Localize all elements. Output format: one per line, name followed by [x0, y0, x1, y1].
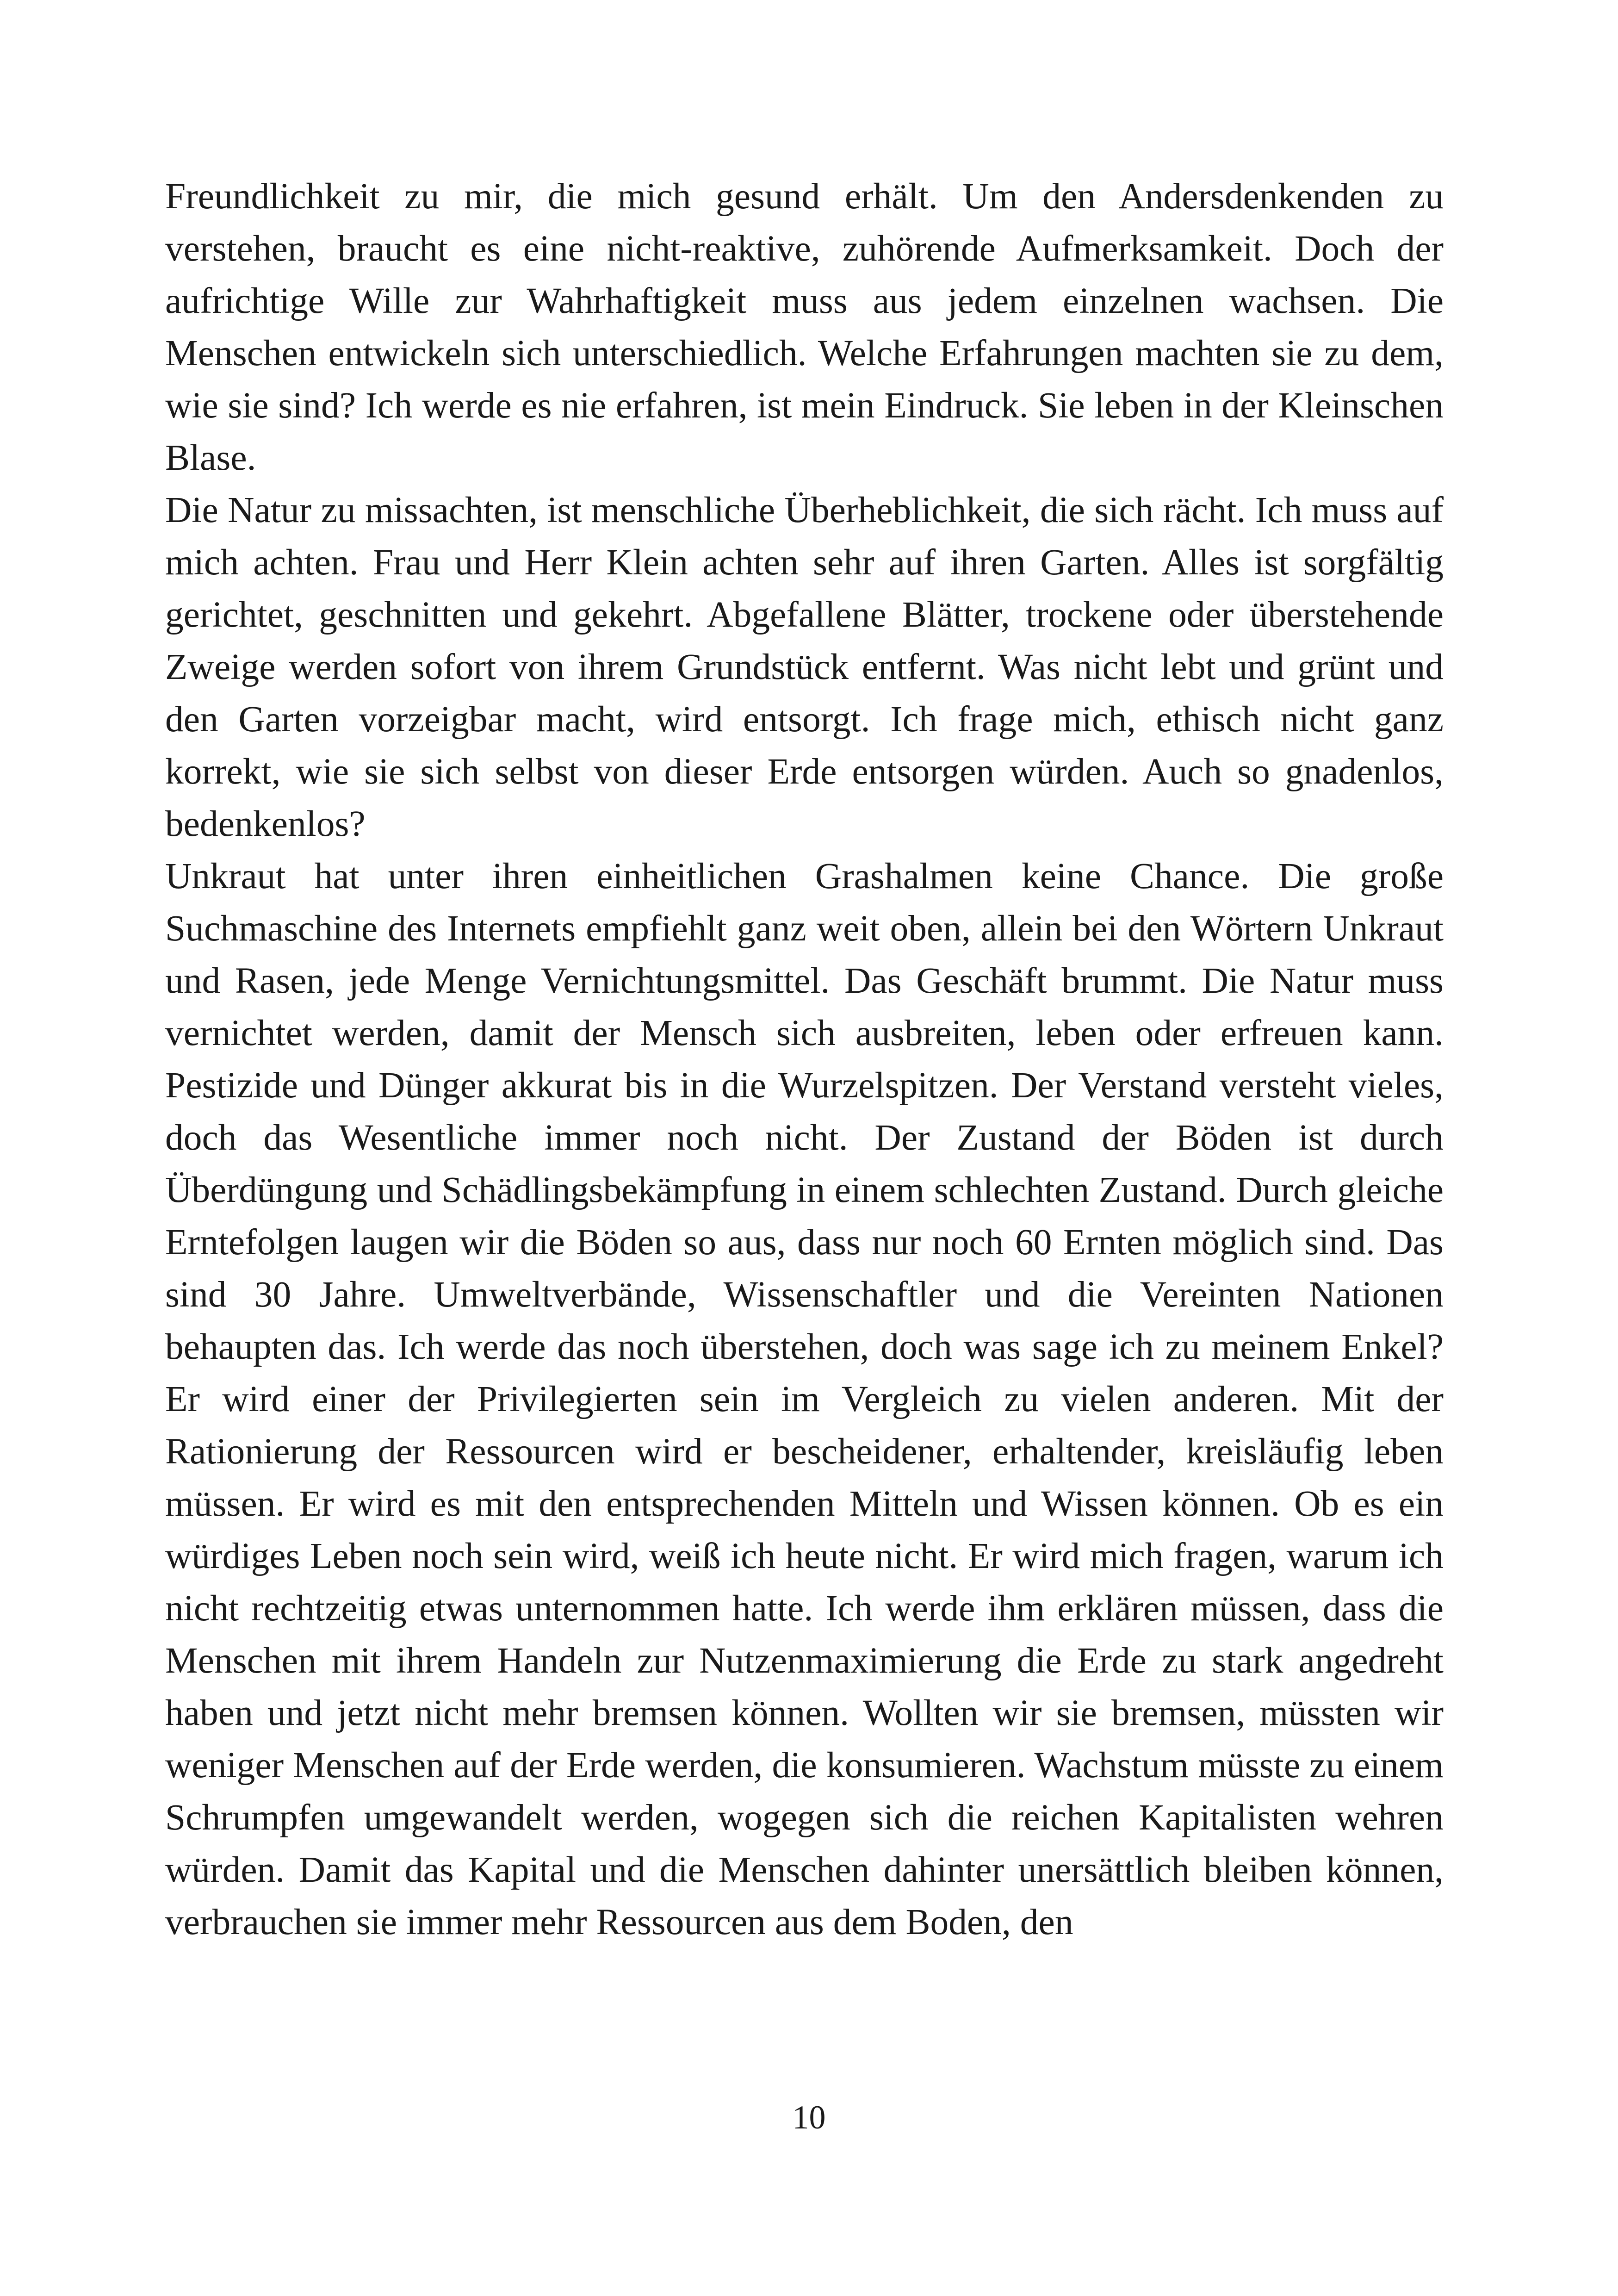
paragraph-1: Freundlichkeit zu mir, die mich gesund erhält. Um den Andersdenkenden zu verstehen, braucht es eine nicht-reaktive, zuhörende Aufmerksamkeit. Doch der aufrichtige Wille zur Wahrhaftigkeit muss aus jedem einzelnen wachsen. Die Menschen entwickeln sich unterschiedlich. Welche Erfahrungen machten sie zu dem, wie sie sind? Ich werde es nie erfahren, ist mein Eindruck. Sie leben in der Kleinschen Blase. [165, 176, 1444, 478]
paragraph-2: Die Natur zu missachten, ist menschliche Überheblichkeit, die sich rächt. Ich muss auf mich achten. Frau und Herr Klein achten sehr auf ihren Garten. Alles ist sorgfältig gerichtet, geschnitten und gekehrt. Abgefallene Blätter, trockene oder überstehende Zweige werden sofort von ihrem Grundstück entfernt. Was nicht lebt und grünt und den Garten vorzeigbar macht, wird entsorgt. Ich frage mich, ethisch nicht ganz korrekt, wie sie sich selbst von dieser Erde entsorgen würden. Auch so gnadenlos, bedenkenlos? [165, 490, 1444, 844]
body-text [165, 170, 1444, 1948]
paragraph-3: Unkraut hat unter ihren einheitlichen Grashalmen keine Chance. Die große Suchmaschine des Internets empfiehlt ganz weit oben, allein bei den Wörtern Unkraut und Rasen, jede Menge Vernichtungsmittel. Das Geschäft brummt. Die Natur muss vernichtet werden, damit der Mensch sich ausbreiten, leben oder erfreuen kann. Pestizide und Dünger akkurat bis in die Wurzelspitzen. Der Verstand versteht vieles, doch das Wesentliche immer noch nicht. Der Zustand der Böden ist durch Überdüngung und Schädlingsbekämpfung in einem schlechten Zustand. Durch gleiche Erntefolgen laugen wir die Böden so aus, dass nur noch 60 Ernten möglich sind. Das sind 30 Jahre. Umweltverbände, Wissenschaftler und die Vereinten Nationen behaupten das. Ich werde das noch überstehen, doch was sage ich zu meinem Enkel? Er wird einer der Privilegierten sein im Vergleich zu vielen anderen. Mit der Rationierung der Ressourcen wird er bescheidener, erhaltender, kreisläufig leben müssen. Er wird es mit den entsprechenden Mitteln und Wissen können. Ob es ein würdiges Leben noch sein wird, weiß ich heute nicht. Er wird mich fragen, warum ich nicht rechtzeitig etwas unternommen hatte. Ich werde ihm erklären müssen, dass die Menschen mit ihrem Handeln zur Nutzenmaximierung die Erde zu stark angedreht haben und jetzt nicht mehr bremsen können. Wollten wir sie bremsen, müssten wir weniger Menschen auf der Erde werden, die konsumieren. Wachstum müsste zu einem Schrumpfen umgewandelt werden, wogegen sich die reichen Kapitalisten wehren würden. Damit das Kapital und die Menschen dahinter unersättlich bleiben können, verbrauchen sie immer mehr Ressourcen aus dem Boden, den [165, 856, 1444, 1942]
page-number: 10 [792, 2099, 826, 2136]
